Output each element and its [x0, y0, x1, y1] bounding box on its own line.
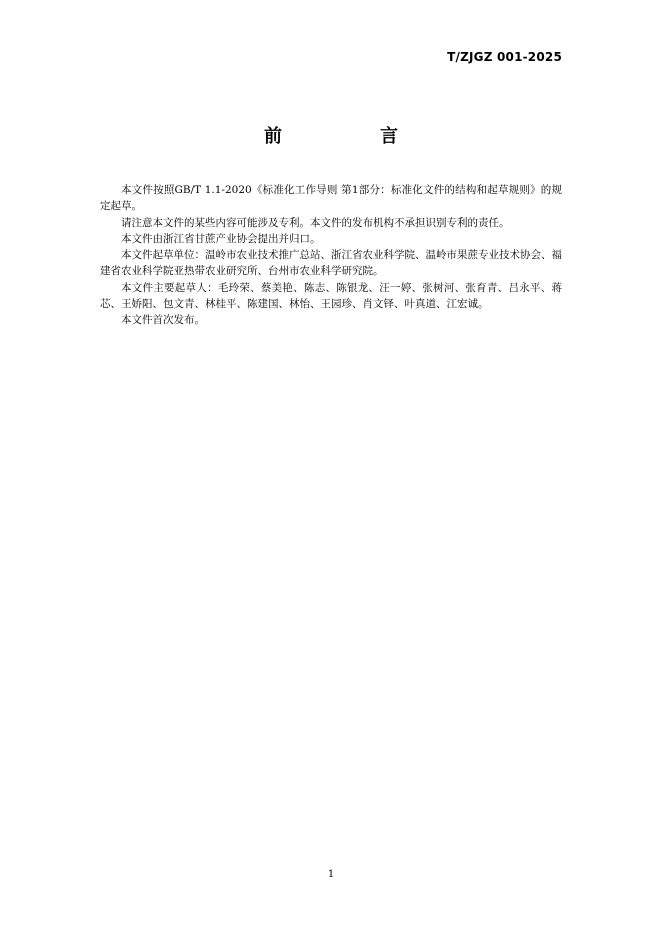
paragraph-drafting-units: 本文件起草单位：温岭市农业技术推广总站、浙江省农业科学院、温岭市果蔗专业技术协会、福建省农业科学院亚热带农业研究所、台州市农业科学研究院。 [100, 249, 562, 278]
paragraph-drafting-basis: 本文件按照GB/T 1.1-2020《标准化工作导则 第1部分：标准化文件的结构和起草规则》的规定起草。 [100, 184, 562, 213]
foreword-body [100, 182, 562, 329]
page-title: 前 言 [264, 126, 438, 147]
paragraph-first-release: 本文件首次发布。 [121, 314, 205, 327]
paragraph-patent-notice: 请注意本文件的某些内容可能涉及专利。本文件的发布机构不承担识别专利的责任。 [121, 216, 510, 229]
paragraph-proposer: 本文件由浙江省甘蔗产业协会提出并归口。 [121, 232, 321, 245]
paragraph-main-drafters: 本文件主要起草人：毛玲荣、蔡美艳、陈志、陈银龙、汪一婷、张树河、张育青、吕永平、蒋芯、王娇阳、包文青、林桂平、陈建国、林怡、王园珍、肖文铎、叶真道、江宏诚。 [100, 281, 562, 311]
page-number: 1 [327, 869, 335, 880]
standard-code: T/ZJGZ 001-2025 [447, 50, 562, 64]
